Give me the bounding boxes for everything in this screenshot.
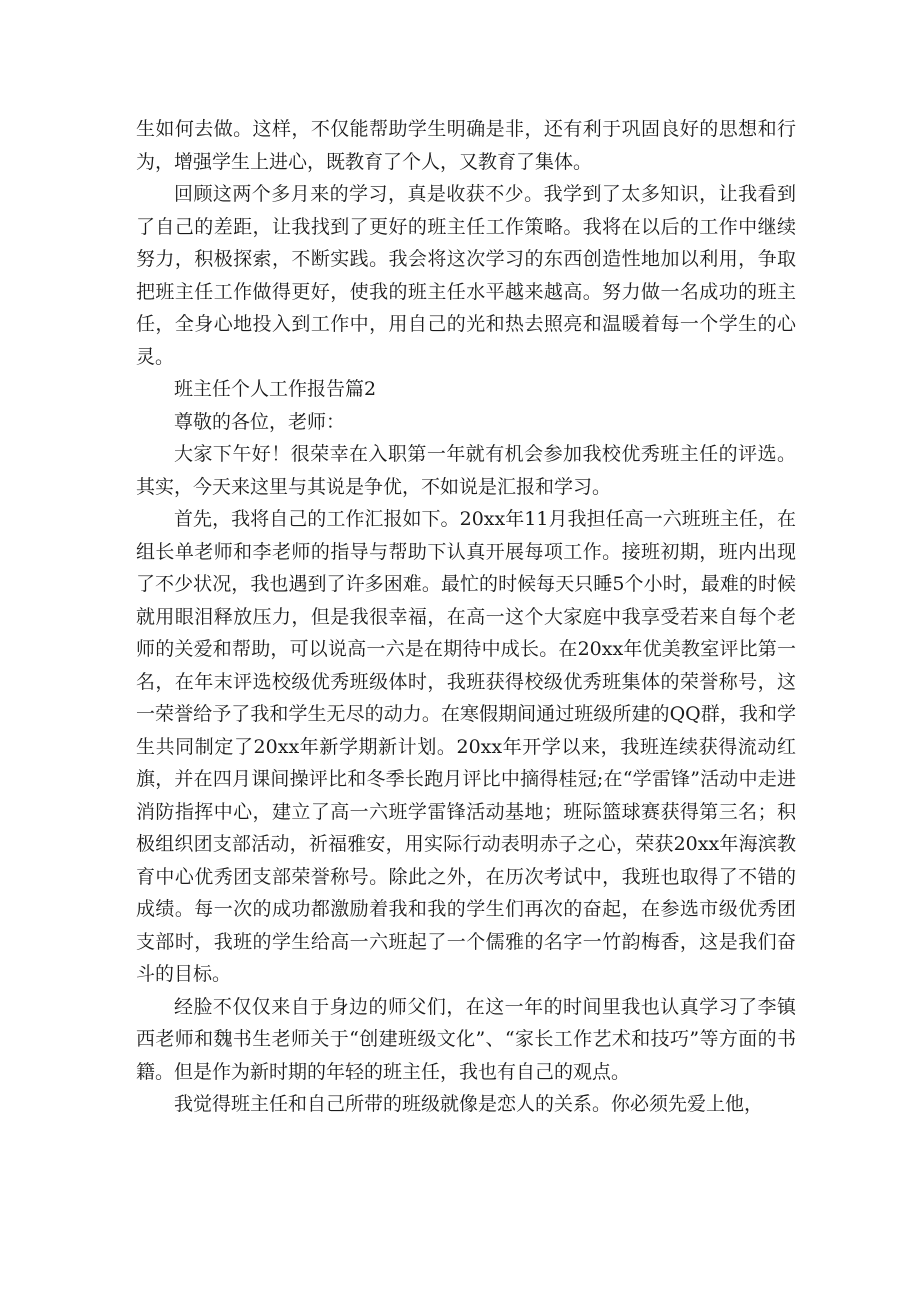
paragraph-continuation: 生如何去做。这样，不仅能帮助学生明确是非，还有利于巩固良好的思想和行为，增强学生上进心，既教育了个人，又教育了集体。 bbox=[136, 118, 796, 173]
section-heading: 班主任个人工作报告篇2 bbox=[174, 378, 377, 400]
paragraph-review: 回顾这两个多月来的学习，真是收获不少。我学到了太多知识，让我看到了自己的差距，让我找到了更好的班主任工作策略。我将在以后的工作中继续努力，积极探索，不断实践。我会将这次学习的东西创造性地加以利用，争取把班主任工作做得更好，使我的班主任水平越来越高。努力做一名成功的班主任，全身心地投入到工作中，用自己的光和热去照亮和温暖着每一个学生的心灵。 bbox=[136, 183, 796, 368]
document-page bbox=[136, 113, 796, 1121]
paragraph-greeting: 大家下午好！很荣幸在入职第一年就有机会参加我校优秀班主任的评选。其实，今天来这里与其说是争优，不如说是汇报和学习。 bbox=[136, 443, 796, 498]
paragraph-experience: 经脸不仅仅来自于身边的师父们，在这一年的时间里我也认真学习了李镇西老师和魏书生老师关于“创建班级文化”、“家长工作艺术和技巧”等方面的书籍。但是作为新时期的年轻的班主任，我也有自己的观点。 bbox=[136, 995, 796, 1083]
paragraph-work-report: 首先，我将自己的工作汇报如下。20xx年11月我担任高一六班班主任，在组长单老师和李老师的指导与帮助下认真开展每项工作。接班初期，班内出现了不少状况，我也遇到了许多困难。最忙的时候每天只睡5个小时，最难的时候就用眼泪释放压力，但是我很幸福，在高一这个大家庭中我享受若来自每个老师的关爱和帮助，可以说高一六是在期待中成长。在20xx年优美教室评比第一名，在年末评选校级优秀班级体时，我班获得校级优秀班集体的荣誉称号，这一荣誉给予了我和学生无尽的动力。在寒假期间通过班级所建的QQ群，我和学生共同制定了20xx年新学期新计划。20xx年开学以来，我班连续获得流动红旗，并在四月课间操评比和冬季长跑月评比中摘得桂冠;在“学雷锋”活动中走进消防指挥中心，建立了高一六班学雷锋活动基地；班际篮球赛获得第三名；积极组织团支部活动，祈福雅安，用实际行动表明赤子之心，荣获20xx年海滨教育中心优秀团支部荣誉称号。除此之外，在历次考试中，我班也取得了不错的成绩。每一次的成功都激励着我和我的学生们再次的奋起，在参选市级优秀团支部时，我班的学生给高一六班起了一个儒雅的名字一竹韵梅香，这是我们奋斗的目标。 bbox=[136, 508, 796, 985]
salutation: 尊敬的各位，老师： bbox=[174, 410, 346, 433]
paragraph-relationship: 我觉得班主任和自己所带的班级就像是恋人的关系。你必须先爱上他， bbox=[174, 1093, 764, 1115]
